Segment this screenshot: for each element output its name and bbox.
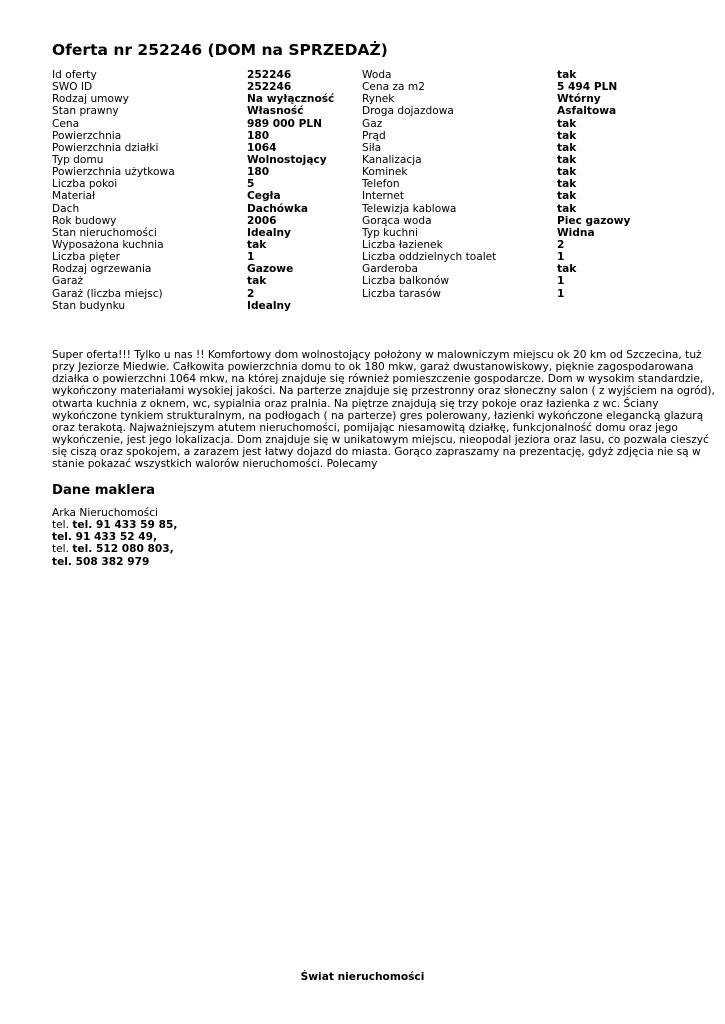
property-row xyxy=(362,81,672,93)
property-label: Telewizja kablowa xyxy=(362,202,457,215)
property-row xyxy=(52,275,362,287)
property-row xyxy=(52,300,362,312)
property-row xyxy=(362,69,672,81)
property-row xyxy=(362,178,672,190)
property-row xyxy=(52,239,362,251)
property-value: Własność xyxy=(247,105,304,118)
property-row xyxy=(362,142,672,154)
property-value: 252246 xyxy=(247,81,292,94)
description-line: wykończone tynkiem strukturalnym, na podłogach ( na parterze) gres polerowany, łazienki wykończone elegancką glazurą xyxy=(52,409,704,422)
property-row xyxy=(362,190,672,202)
property-label: Kominek xyxy=(362,166,408,179)
property-row xyxy=(52,263,362,275)
property-value: 180 xyxy=(247,129,270,142)
property-row xyxy=(362,118,672,130)
property-label: Wyposażona kuchnia xyxy=(52,238,164,251)
property-row xyxy=(52,203,362,215)
property-value: Gazowe xyxy=(247,263,294,276)
property-label: Powierzchnia xyxy=(52,129,122,142)
property-value: Widna xyxy=(557,226,595,239)
property-row xyxy=(362,215,672,227)
property-value: Idealny xyxy=(247,226,291,239)
property-label: Garaż xyxy=(52,275,84,288)
property-column-right xyxy=(362,69,672,300)
property-label: Typ kuchni xyxy=(362,226,418,239)
property-row xyxy=(52,130,362,142)
description-line: stanie pokazać wszystkich walorów nieruchomości. Polecamy xyxy=(52,458,378,471)
property-label: Rynek xyxy=(362,93,395,106)
property-value: tak xyxy=(557,263,577,276)
property-label: Id oferty xyxy=(52,69,97,81)
property-value: Asfaltowa xyxy=(557,105,617,118)
property-value: 1 xyxy=(557,287,565,300)
broker-heading: Dane maklera xyxy=(52,483,156,498)
property-label: Liczba balkonów xyxy=(362,275,450,288)
property-label: Cena xyxy=(52,117,80,130)
property-row xyxy=(52,166,362,178)
description-line: wykończony materiałami wysokiej jakości. Na parterze znajduje się przestronny oraz słoneczny salon ( z wyjściem na ogród), xyxy=(52,385,715,398)
property-row xyxy=(52,178,362,190)
description-line: wykończenie, jest jego lokalizacja. Dom znajduje się w unikatowym miejscu, nieopodal jeziora oraz lasu, co pozwala cieszyć xyxy=(52,434,709,447)
property-label: Woda xyxy=(362,69,392,81)
property-label: Cena za m2 xyxy=(362,81,425,94)
property-row xyxy=(52,288,362,300)
property-value: 1 xyxy=(557,275,565,288)
property-value: 1 xyxy=(247,251,255,264)
property-value: Wolnostojący xyxy=(247,153,327,166)
property-row xyxy=(362,227,672,239)
phone-prefix: tel. xyxy=(52,543,69,556)
phone-number[interactable]: tel. 512 080 803, xyxy=(72,543,174,556)
property-value: Cegła xyxy=(247,190,281,203)
property-value: 180 xyxy=(247,166,270,179)
property-value: tak xyxy=(557,117,577,130)
phone-number[interactable]: tel. 91 433 52 49, xyxy=(52,531,158,544)
property-value: tak xyxy=(557,141,577,154)
property-label: SWO ID xyxy=(52,81,93,94)
property-row xyxy=(52,154,362,166)
property-value: tak xyxy=(247,275,267,288)
property-row xyxy=(52,142,362,154)
property-label: Garaż (liczba miejsc) xyxy=(52,287,163,300)
page-footer: Świat nieruchomości xyxy=(300,971,425,983)
property-label: Typ domu xyxy=(52,153,104,166)
property-label: Rodzaj umowy xyxy=(52,93,129,106)
property-label: Kanalizacja xyxy=(362,153,422,166)
property-label: Liczba łazienek xyxy=(362,238,443,251)
property-row xyxy=(362,154,672,166)
phone-number[interactable]: tel. 91 433 59 85, xyxy=(72,519,178,532)
broker-details xyxy=(52,507,177,568)
property-value: tak xyxy=(557,178,577,191)
property-label: Rok budowy xyxy=(52,214,117,227)
property-value: 2 xyxy=(557,238,565,251)
property-row xyxy=(362,93,672,105)
property-value: Idealny xyxy=(247,299,291,312)
description-line: otwarta kuchnia z oknem, wc, sypialnia oraz pralnia. Na piętrze znajdują się trzy pokoje oraz łazienka z wc. Ściany xyxy=(52,397,659,410)
property-row xyxy=(362,105,672,117)
property-label: Stan prawny xyxy=(52,105,119,118)
phone-number[interactable]: tel. 508 382 979 xyxy=(52,555,150,568)
property-row xyxy=(362,288,672,300)
property-value: 1 xyxy=(557,251,565,264)
property-row xyxy=(362,251,672,263)
property-label: Siła xyxy=(362,141,382,154)
description-line: Super oferta!!! Tylko u nas !! Komfortowy dom wolnostojący położony w malowniczym miejscu ok 20 km od Szczecina, tuż xyxy=(52,349,702,361)
property-label: Rodzaj ogrzewania xyxy=(52,263,152,276)
property-row xyxy=(52,215,362,227)
property-label: Internet xyxy=(362,190,405,203)
property-label: Garderoba xyxy=(362,263,418,276)
property-value: Na wyłączność xyxy=(247,93,335,106)
offer-description xyxy=(52,349,715,471)
property-label: Powierzchnia użytkowa xyxy=(52,166,175,179)
property-label: Telefon xyxy=(362,178,400,191)
property-row xyxy=(52,190,362,202)
property-value: tak xyxy=(557,202,577,215)
property-column-left xyxy=(52,69,362,312)
property-value: tak xyxy=(557,153,577,166)
property-row xyxy=(362,263,672,275)
property-row xyxy=(52,251,362,263)
property-value: 989 000 PLN xyxy=(247,117,322,130)
broker-phone[interactable] xyxy=(52,519,177,531)
description-line: oraz terakotą. Najważniejszym atutem nieruchomości, pomijając niesamowitą działkę, funkcjonalność domu oraz jego xyxy=(52,421,678,434)
property-label: Gorąca woda xyxy=(362,214,432,227)
property-label: Gaz xyxy=(362,117,383,130)
broker-phone[interactable] xyxy=(52,556,177,568)
property-value: tak xyxy=(557,166,577,179)
property-value: 1064 xyxy=(247,141,277,154)
property-label: Liczba oddzielnych toalet xyxy=(362,251,497,264)
property-row xyxy=(52,81,362,93)
property-row xyxy=(362,275,672,287)
property-value: Piec gazowy xyxy=(557,214,631,227)
property-value: tak xyxy=(557,190,577,203)
property-value: Dachówka xyxy=(247,202,309,215)
property-value: 252246 xyxy=(247,69,292,81)
property-row xyxy=(52,69,362,81)
property-row xyxy=(52,118,362,130)
property-row xyxy=(52,105,362,117)
property-value: 2 xyxy=(247,287,255,300)
description-line: działka o powierzchni 1064 mkw, na której znajduje się również pomieszczenie gospodarcze. Dom w wysokim standardzie, xyxy=(52,373,704,386)
property-label: Liczba tarasów xyxy=(362,287,441,300)
property-row xyxy=(362,166,672,178)
property-label: Liczba pięter xyxy=(52,251,121,264)
property-label: Powierzchnia działki xyxy=(52,141,159,154)
page-title: Oferta nr 252246 (DOM na SPRZEDAŻ) xyxy=(52,41,388,59)
property-label: Dach xyxy=(52,202,80,215)
property-row xyxy=(362,239,672,251)
phone-prefix: tel. xyxy=(52,519,69,532)
property-value: 5 xyxy=(247,178,255,191)
property-value: tak xyxy=(557,129,577,142)
property-value: tak xyxy=(247,238,267,251)
property-row xyxy=(52,93,362,105)
property-row xyxy=(362,130,672,142)
property-label: Materiał xyxy=(52,190,96,203)
property-label: Droga dojazdowa xyxy=(362,105,454,118)
broker-name: Arka Nieruchomości xyxy=(52,507,158,519)
property-label: Stan budynku xyxy=(52,299,126,312)
property-value: 2006 xyxy=(247,214,277,227)
broker-phone[interactable] xyxy=(52,543,177,555)
property-value: 5 494 PLN xyxy=(557,81,618,94)
property-label: Prąd xyxy=(362,129,386,142)
property-label: Stan nieruchomości xyxy=(52,226,157,239)
description-line: się ciszą oraz spokojem, a zarazem jest łatwy dojazd do miasta. Gorąco zapraszamy na prezentację, gdyż zdjęcia nie są w xyxy=(52,446,701,459)
description-line: przy Jeziorze Miedwie. Całkowita powierzchnia domu to ok 180 mkw, garaż dwustanowiskowy, pięknie zagospodarowana xyxy=(52,361,694,374)
broker-phone[interactable] xyxy=(52,531,177,543)
property-row xyxy=(52,227,362,239)
property-label: Liczba pokoi xyxy=(52,178,118,191)
property-value: Wtórny xyxy=(557,93,601,106)
property-value: tak xyxy=(557,69,577,81)
property-row xyxy=(362,203,672,215)
